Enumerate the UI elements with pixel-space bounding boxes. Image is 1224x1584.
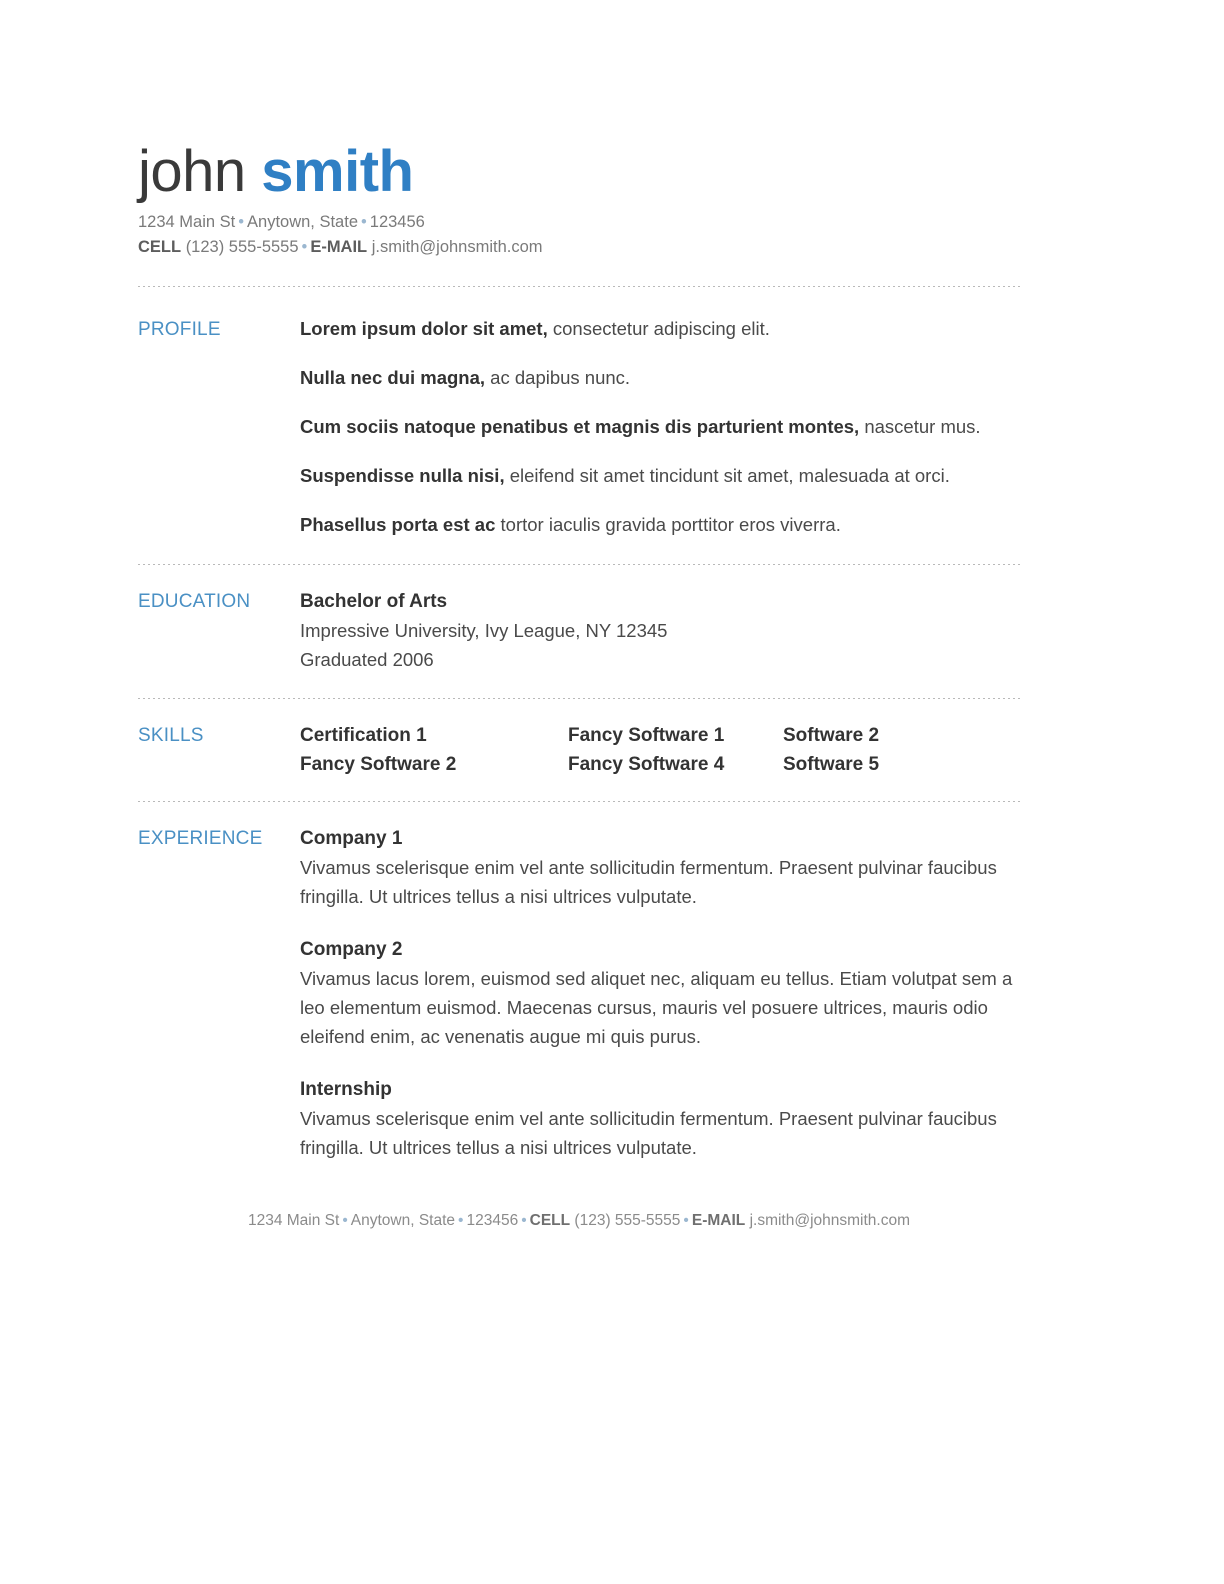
- address-text: 1234 Main St: [138, 213, 236, 231]
- profile-body: [300, 315, 1020, 538]
- experience-item: [300, 935, 1020, 1051]
- footer-email-label: E-MAIL: [691, 1212, 746, 1229]
- separator-bullet: •: [342, 1212, 348, 1229]
- footer-email-value[interactable]: j.smith@johnsmith.com: [749, 1212, 911, 1229]
- skills-row: [300, 750, 1020, 779]
- contact-address-line: [138, 210, 1020, 235]
- skill-item: Software 5: [783, 754, 880, 775]
- profile-item-rest: nascetur mus.: [859, 416, 981, 437]
- last-name: smith: [261, 139, 414, 204]
- resume-header: [138, 140, 1020, 260]
- skills-row: [300, 721, 1020, 750]
- skill-item: Software 2: [783, 725, 880, 746]
- profile-item-lead: Suspendisse nulla nisi,: [300, 465, 505, 486]
- email-value[interactable]: j.smith@johnsmith.com: [371, 238, 543, 256]
- skill-item: Fancy Software 4: [568, 754, 725, 775]
- profile-item-rest: eleifend sit amet tincidunt sit amet, malesuada at orci.: [504, 465, 950, 486]
- separator-bullet: •: [361, 213, 367, 231]
- education-body: [300, 587, 1020, 674]
- zip-text: 123456: [369, 213, 425, 231]
- education-graduation: Graduated 2006: [300, 649, 434, 670]
- footer-zip: 123456: [466, 1212, 519, 1229]
- resume-content: [138, 140, 1020, 1232]
- section-experience: [138, 802, 1020, 1162]
- page-title: [138, 140, 1020, 204]
- job-title: Internship: [300, 1079, 392, 1100]
- profile-item-rest: consectetur adipiscing elit.: [547, 318, 770, 339]
- profile-item: [300, 511, 1020, 538]
- profile-item: [300, 315, 1020, 342]
- footer-cell-label: CELL: [529, 1212, 571, 1229]
- separator-bullet: •: [238, 213, 245, 231]
- skill-item: Fancy Software 2: [300, 754, 457, 775]
- skills-body: [300, 721, 1020, 779]
- education-school: Impressive University, Ivy League, NY 12345: [300, 620, 668, 641]
- page-footer: [138, 1210, 1020, 1232]
- section-label-education: EDUCATION: [138, 591, 251, 612]
- profile-item: [300, 413, 1020, 440]
- section-profile: [138, 287, 1020, 564]
- job-description: Vivamus scelerisque enim vel ante sollicitudin fermentum. Praesent pulvinar faucibus fringilla. Ut ultrices tellus a nisi ultrices vulputate.: [300, 1108, 997, 1158]
- profile-item-lead: Phasellus porta est ac: [300, 514, 496, 535]
- profile-item: [300, 462, 1020, 489]
- separator-bullet: •: [683, 1212, 689, 1229]
- job-title: Company 2: [300, 939, 403, 960]
- contact-phone-email-line: [138, 235, 1020, 260]
- separator-bullet: •: [458, 1212, 464, 1229]
- separator-bullet: •: [301, 238, 308, 256]
- profile-item: [300, 364, 1020, 391]
- cell-value: (123) 555-5555: [185, 238, 299, 256]
- skill-item: Certification 1: [300, 725, 427, 746]
- first-name: john: [138, 139, 246, 204]
- job-description: Vivamus scelerisque enim vel ante sollicitudin fermentum. Praesent pulvinar faucibus fringilla. Ut ultrices tellus a nisi ultrices vulputate.: [300, 857, 997, 907]
- email-label: E-MAIL: [310, 238, 368, 256]
- experience-item: [300, 1075, 1020, 1162]
- cell-label: CELL: [138, 238, 182, 256]
- section-education: [138, 565, 1020, 698]
- profile-item-lead: Nulla nec dui magna,: [300, 367, 486, 388]
- skills-grid: [300, 721, 1020, 779]
- education-degree: Bachelor of Arts: [300, 591, 448, 612]
- section-skills: [138, 699, 1020, 801]
- section-label-skills: SKILLS: [138, 725, 204, 746]
- separator-bullet: •: [521, 1212, 527, 1229]
- job-description: Vivamus lacus lorem, euismod sed aliquet nec, aliquam eu tellus. Etiam volutpat sem a leo elementum euismod. Maecenas cursus, mauris vel posuere ultrices, mauris odio eleifend enim, ac venenatis augue mi quis purus.: [300, 968, 1013, 1047]
- footer-city-state: Anytown, State: [350, 1212, 456, 1229]
- footer-address: 1234 Main St: [247, 1212, 340, 1229]
- profile-item-lead: Cum sociis natoque penatibus et magnis dis parturient montes,: [300, 416, 860, 437]
- city-state-text: Anytown, State: [247, 213, 358, 231]
- experience-item: [300, 824, 1020, 911]
- profile-item-rest: tortor iaculis gravida porttitor eros viverra.: [495, 514, 841, 535]
- profile-item-lead: Lorem ipsum dolor sit amet,: [300, 318, 548, 339]
- section-label-experience: EXPERIENCE: [138, 828, 263, 849]
- experience-body: [300, 824, 1020, 1162]
- skill-item: Fancy Software 1: [568, 725, 725, 746]
- profile-item-rest: ac dapibus nunc.: [485, 367, 631, 388]
- job-title: Company 1: [300, 828, 403, 849]
- footer-cell-value: (123) 555-5555: [574, 1212, 681, 1229]
- section-label-profile: PROFILE: [138, 319, 221, 340]
